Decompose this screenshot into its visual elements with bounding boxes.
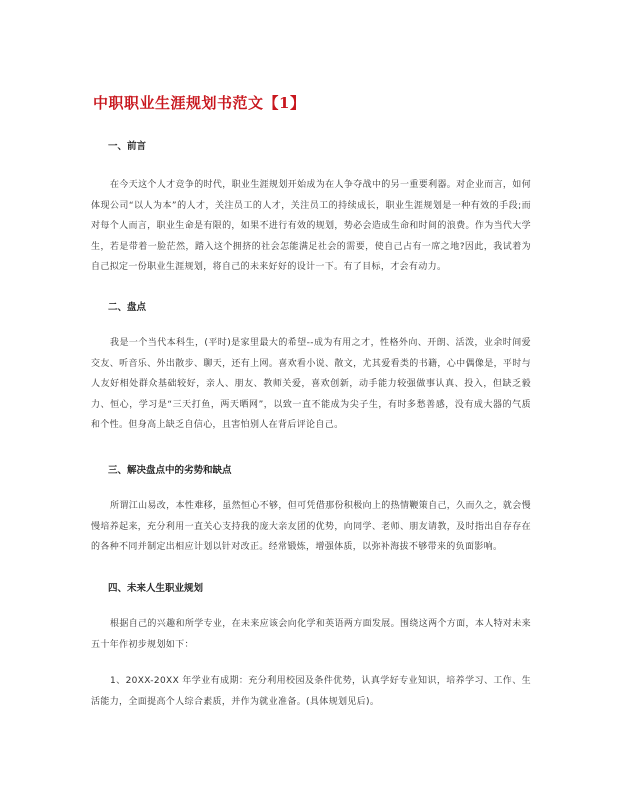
paragraph-inventory: 我是一个当代本科生，(平时)是家里最大的希望--成为有用之才，性格外向、开朗、活泼，业余时间爱交友、听音乐、外出散步、聊天，还有上网。喜欢看小说、散文，尤其爱看类的书籍，心中偶像是，平时与人友好相处群众基础较好，亲人、朋友、教师关爱，喜欢创新，动手能力较强做事认真、投入，但缺乏毅力、恒心，学习是“三天打鱼，两天晒网”，以致一直不能成为尖子生，有时多愁善感，没有成大器的气质和个性。但身高上缺乏自信心，且害怕别人在背后评论自己。 <box>91 338 531 430</box>
paragraph-career-intro: 根据自己的兴趣和所学专业，在未来应该会向化学和英语两方面发展。围绕这两个方面，本人特对未来五十年作初步规划如下： <box>91 619 531 650</box>
section-heading-inventory: 二、盘点 <box>108 302 147 313</box>
section-heading-preface: 一、前言 <box>108 141 147 152</box>
paragraph-career-phase-1: 1、20XX-20XX 年学业有成期：充分利用校园及条件优势，认真学好专业知识，培养学习、工作、生活能力，全面提高个人综合素质，并作为就业准备。(具体规划见后)。 <box>91 676 531 707</box>
section-heading-career-plan: 四、未来人生职业规划 <box>108 583 204 594</box>
section-heading-weaknesses: 三、解决盘点中的劣势和缺点 <box>108 465 232 476</box>
paragraph-weaknesses: 所谓江山易改，本性难移，虽然恒心不够，但可凭借那份积极向上的热情鞭策自己，久而久之，就会慢慢培养起来，充分利用一直关心支持我的庞大亲友团的优势，向同学、老师、朋友请教，及时指出自存存在的各种不同并制定出相应计划以针对改正。经常锻炼，增强体质，以弥补海拔不够带来的负面影响。 <box>91 501 531 552</box>
paragraph-preface: 在今天这个人才竞争的时代，职业生涯规划开始成为在人争夺战中的另一重要利器。对企业而言，如何体现公司“以人为本”的人才，关注员工的人才，关注员工的持续成长，职业生涯规划是一种有效的手段;而对每个人而言，职业生命是有限的，如果不进行有效的规划，势必会造成生命和时间的浪费。作为当代大学生，若是带着一脸茫然，踏入这个拥挤的社会怎能满足社会的需要，使自己占有一席之地?因此，我试着为自己拟定一份职业生涯规划，将自己的未来好好的设计一下。有了目标，才会有动力。 <box>91 180 531 272</box>
document-title: 中职职业生涯规划书范文【1】 <box>93 94 306 112</box>
